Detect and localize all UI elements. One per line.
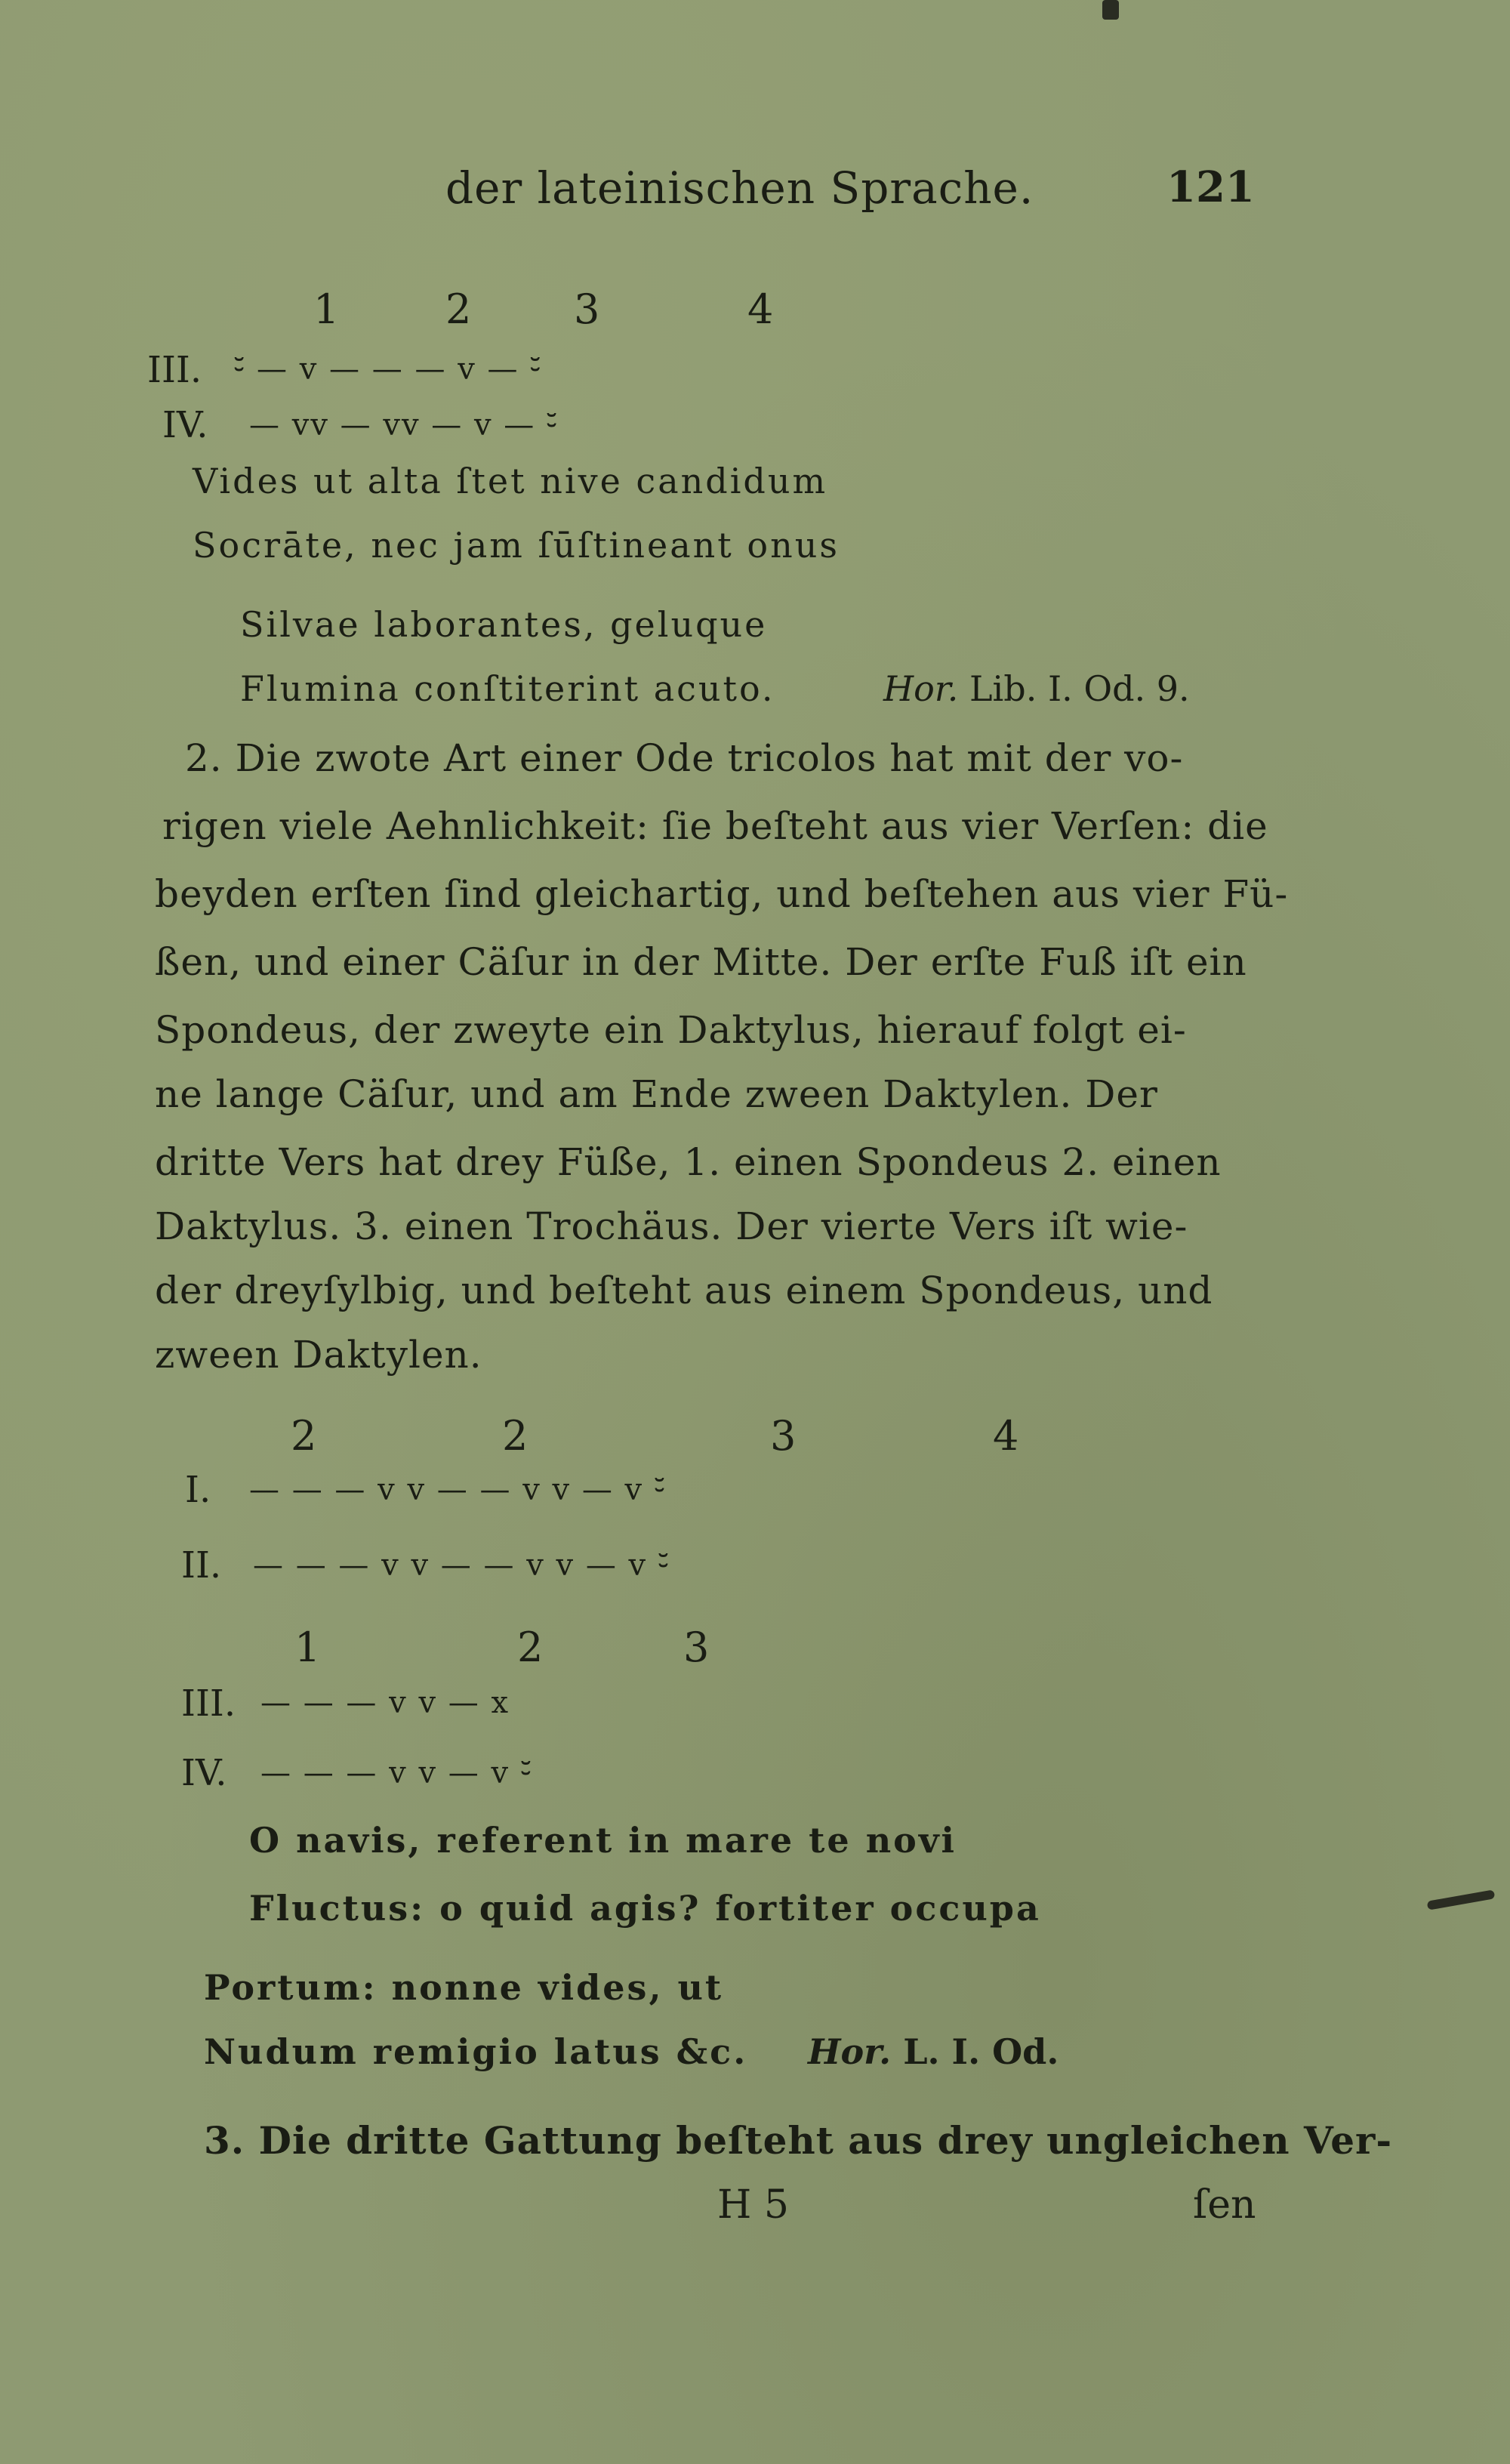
paragraph-line: ßen, und einer Cäſur in der Mitte. Der erſte Fuß iſt ein (155, 940, 1247, 984)
foot-number: 4 (747, 285, 774, 333)
citation-author: Hor. (883, 668, 959, 709)
paragraph-line: 2. Die zwote Art einer Ode tricolos hat mit der vo- (185, 736, 1184, 780)
pen-mark (1427, 1889, 1496, 1910)
verse-label: II. (181, 1544, 222, 1587)
verse-line: Silvae laborantes, geluque (240, 604, 768, 645)
citation (808, 2031, 1059, 2072)
foot-number: 4 (993, 1412, 1019, 1460)
verse-label: IV. (162, 404, 208, 446)
paragraph-line: rigen viele Aehnlichkeit: ſie beſteht aus vier Verſen: die (162, 804, 1268, 848)
foot-number: 1 (294, 1624, 321, 1671)
metrical-scheme: — — — v v — — v v — v ⏑̆ (253, 1548, 670, 1583)
metrical-scheme: — — — v v — — v v — v ⏑̆ (249, 1473, 667, 1507)
verse-line: Fluctus: o quid agis? fortiter occupa (249, 1888, 1041, 1929)
paragraph-line: Daktylus. 3. einen Trochäus. Der vierte Vers iſt wie- (155, 1204, 1188, 1248)
metrical-scheme: — — — v v — v ⏑̆ (260, 1756, 533, 1790)
verse-label: I. (185, 1469, 211, 1511)
paragraph-line: ne lange Cäſur, und am Ende zween Daktylen. Der (155, 1072, 1158, 1116)
page-number: 121 (1166, 162, 1255, 212)
foot-number: 2 (291, 1412, 317, 1460)
foot-number: 2 (502, 1412, 528, 1460)
verse-line: Vides ut alta ſtet nive candidum (193, 461, 828, 501)
ink-mark (1102, 0, 1119, 20)
paragraph-line: 3. Die dritte Gattung beſteht aus drey ungleichen Ver- (204, 2118, 1393, 2163)
citation-ref: L. I. Od. (903, 2031, 1059, 2072)
foot-number: 1 (313, 285, 340, 333)
signature-mark: H 5 (717, 2182, 789, 2228)
metrical-scheme: — — — v v — x (260, 1685, 510, 1720)
verse-line: Socrāte, nec jam ſūſtineant onus (193, 525, 840, 566)
foot-number: 2 (445, 285, 472, 333)
foot-number: 3 (770, 1412, 797, 1460)
catchword: ſen (1193, 2182, 1256, 2228)
citation (883, 668, 1190, 709)
verse-line: Nudum remigio latus &c. (204, 2031, 748, 2072)
paragraph-line: zween Daktylen. (155, 1333, 482, 1377)
verse-label: III. (181, 1682, 236, 1725)
verse-label: IV. (181, 1752, 227, 1794)
metrical-scheme: — vv — vv — v — ⏑̆ (249, 408, 559, 443)
verse-line: O navis, referent in mare te novi (249, 1820, 957, 1861)
citation-ref: Lib. I. Od. 9. (969, 668, 1190, 709)
foot-number: 3 (574, 285, 600, 333)
metrical-scheme: ⏑̆ — v — — — v — ⏑̆ (234, 352, 542, 387)
paragraph-line: Spondeus, der zweyte ein Daktylus, hierauf folgt ei- (155, 1008, 1187, 1052)
paragraph-line: der dreyſylbig, und beſteht aus einem Spondeus, und (155, 1269, 1213, 1312)
foot-number: 2 (517, 1624, 544, 1671)
citation-author: Hor. (808, 2031, 892, 2072)
foot-number: 3 (683, 1624, 710, 1671)
verse-label: III. (147, 349, 202, 391)
running-header: der lateinischen Sprache. (445, 162, 1034, 214)
verse-line: Flumina conſtiterint acuto. (240, 668, 775, 709)
verse-line: Portum: nonne vides, ut (204, 1967, 724, 2008)
paragraph-line: dritte Vers hat drey Füße, 1. einen Spondeus 2. einen (155, 1140, 1222, 1184)
paragraph-line: beyden erſten ſind gleichartig, und beſtehen aus vier Fü- (155, 872, 1289, 916)
